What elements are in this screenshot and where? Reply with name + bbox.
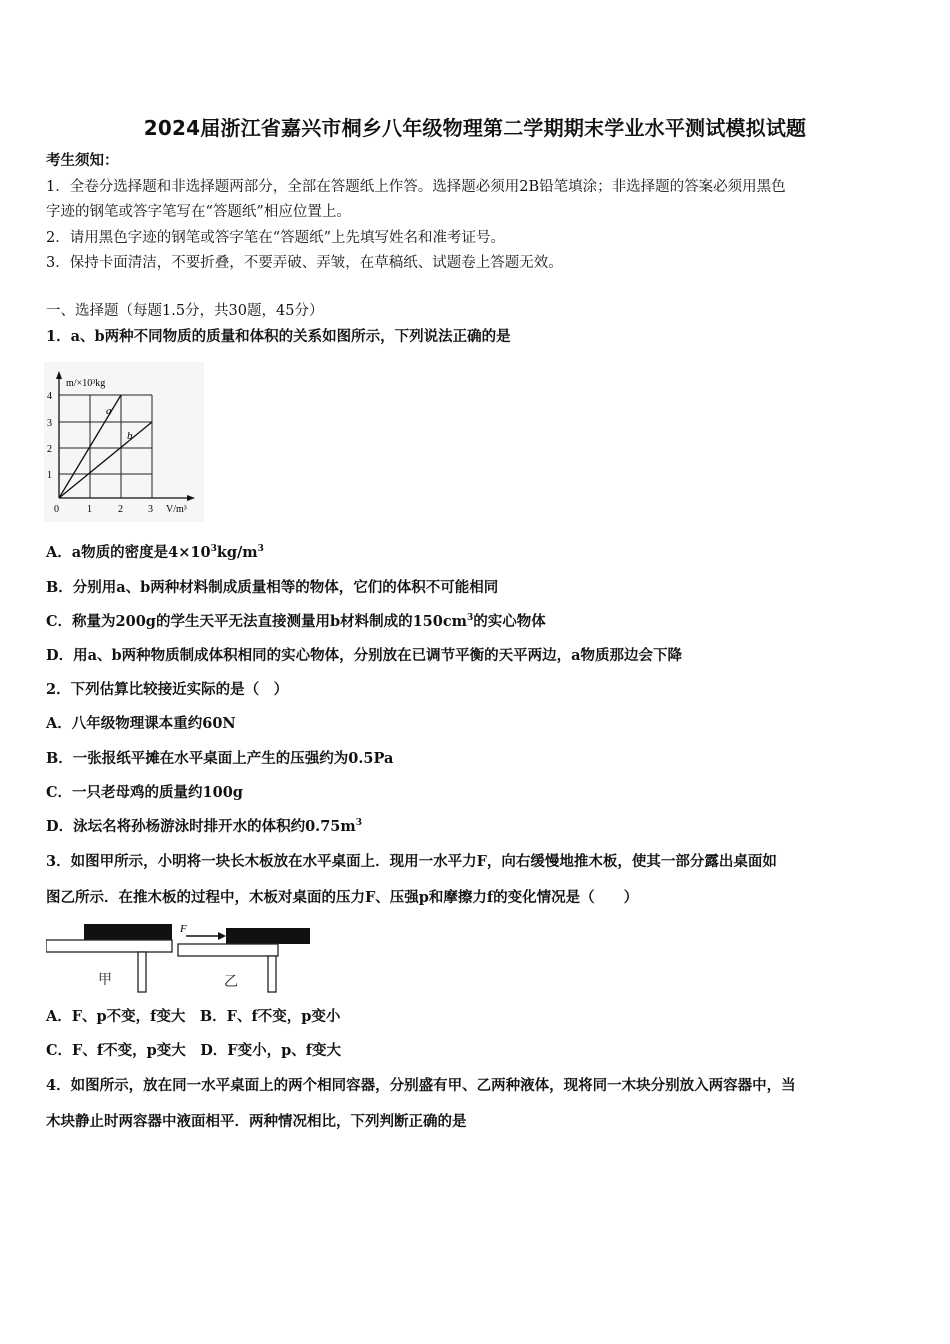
q3-options-row-1: A．F、p不变，f变大 B．F、f不变，p变小 xyxy=(46,1008,341,1025)
force-label: F xyxy=(180,923,187,935)
section-heading: 一、选择题（每题1.5分，共30题，45分） xyxy=(46,303,324,319)
table-leg-yi xyxy=(268,956,276,992)
page-title: 2024届浙江省嘉兴市桐乡八年级物理第二学期期末学业水平测试模拟试题 xyxy=(143,116,807,140)
q1-option-c: C．称量为200g的学生天平无法直接测量用b材料制成的$150cm^3$的实心物体 xyxy=(46,613,546,630)
board-push-figure xyxy=(46,920,316,996)
notice-item-2: 2．请用黑色字迹的钢笔或答字笔在“答题纸”上先填写姓名和准考证号。 xyxy=(46,230,506,246)
q2-stem: 2．下列估算比较接近实际的是（ ） xyxy=(46,681,289,698)
q3-stem-line-1: 3．如图甲所示，小明将一块长木板放在水平桌面上．现用一水平力F，向右缓慢地推木板，使其一部分露出桌面如 xyxy=(46,853,777,870)
q1-stem: 1．a、b两种不同物质的质量和体积的关系如图所示，下列说法正确的是 xyxy=(46,328,511,345)
x-tick: 1 xyxy=(87,504,92,515)
y-axis-label: m/×10³kg xyxy=(66,378,106,389)
q2-option-d: D．泳坛名将孙杨游泳时排开水的体积约$0.75m^3$ xyxy=(46,818,362,835)
notice-item-1: 1．全卷分选择题和非选择题两部分，全部在答题纸上作答。选择题必须用2B铅笔填涂；非选择题的答案必须用黑色 xyxy=(46,179,786,195)
x-axis-label: V/m³ xyxy=(166,504,187,515)
line-a-label: a xyxy=(106,405,112,417)
mass-volume-graph xyxy=(44,362,204,522)
q1-option-b: B．分别用a、b两种材料制成质量相等的物体，它们的体积不可能相同 xyxy=(46,579,499,596)
q2-option-c: C．一只老母鸡的质量约100g xyxy=(46,784,243,801)
q3-stem-line-2: 图乙所示．在推木板的过程中，木板对桌面的压力F、压强p和摩擦力f的变化情况是（ ） xyxy=(46,889,639,906)
y-tick: 2 xyxy=(47,444,52,455)
x-tick: 3 xyxy=(148,504,153,515)
q1-option-a: A．a物质的密度是$4\times 10^3kg/m^3$ xyxy=(46,544,264,561)
line-b-label: b xyxy=(127,430,133,442)
table-top-jia xyxy=(46,940,172,952)
y-tick: 1 xyxy=(47,470,52,481)
notice-item-3: 3．保持卡面清洁，不要折叠，不要弄破、弄皱，在草稿纸、试题卷上答题无效。 xyxy=(46,255,563,271)
q4-stem-line-1: 4．如图所示，放在同一水平桌面上的两个相同容器，分别盛有甲、乙两种液体，现将同一木块分别放入两容器中，当 xyxy=(46,1077,796,1094)
x-tick: 0 xyxy=(54,504,59,515)
label-yi: 乙 xyxy=(224,974,238,990)
table-top-yi xyxy=(178,944,278,956)
q2-option-a: A．八年级物理课本重约60N xyxy=(46,715,236,732)
label-jia: 甲 xyxy=(98,972,112,988)
q2-option-b: B．一张报纸平摊在水平桌面上产生的压强约为0.5Pa xyxy=(46,750,394,767)
y-tick: 4 xyxy=(47,391,52,402)
q4-stem-line-2: 木块静止时两容器中液面相平．两种情况相比，下列判断正确的是 xyxy=(46,1113,467,1130)
x-tick: 2 xyxy=(118,504,123,515)
board-yi xyxy=(226,928,310,944)
notice-heading: 考生须知： xyxy=(46,152,119,169)
table-leg-jia xyxy=(138,952,146,992)
q3-options-row-2: C．F、f不变，p变大 D．F变小，p、f变大 xyxy=(46,1042,341,1059)
q1-option-d: D．用a、b两种物质制成体积相同的实心物体，分别放在已调节平衡的天平两边，a物质那边会下降 xyxy=(46,647,682,664)
notice-item-1-cont: 字迹的钢笔或答字笔写在“答题纸”相应位置上。 xyxy=(46,204,351,220)
y-tick: 3 xyxy=(47,418,52,429)
board-jia xyxy=(84,924,172,940)
